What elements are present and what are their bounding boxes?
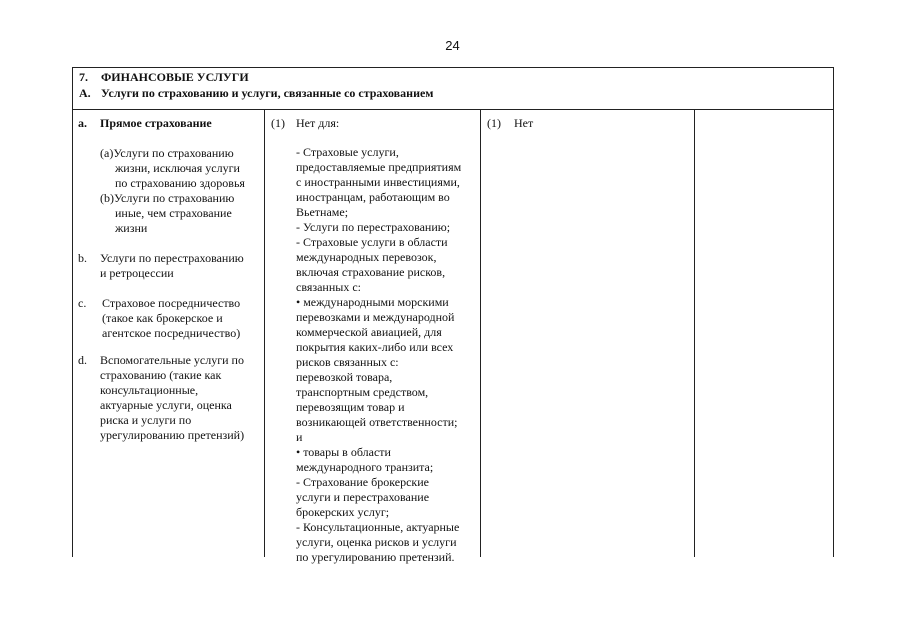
market-access-line: услуги, оценка рисков и услуги xyxy=(296,535,457,549)
market-access-line: брокерских услуг; xyxy=(296,505,390,519)
market-access-line: - Услуги по перестрахованию; xyxy=(296,220,451,234)
column-divider-1 xyxy=(264,109,265,557)
market-access-line: международных перевозок, xyxy=(296,250,437,264)
item-d-line: консультационные, xyxy=(100,383,199,397)
subsection-title: Услуги по страхованию и услуги, связанные со страхованием xyxy=(101,86,434,100)
item-a-title: Прямое страхование xyxy=(100,116,212,130)
item-a-line: жизни xyxy=(115,221,148,235)
market-access-line: - Страхование брокерские xyxy=(296,475,429,489)
national-treatment-number: (1) xyxy=(487,116,501,130)
market-access-line: коммерческой авиацией, для xyxy=(296,325,442,339)
item-b-letter: b. xyxy=(78,251,87,265)
market-access-line: возникающей ответственности; xyxy=(296,415,458,429)
item-a-line: (a)Услуги по страхованию xyxy=(100,146,234,160)
market-access-line: - Страховые услуги в области xyxy=(296,235,448,249)
market-access-line: перевозящим товар и xyxy=(296,400,405,414)
table-top-border xyxy=(72,67,833,68)
market-access-line: и xyxy=(296,430,303,444)
item-d-line: актуарные услуги, оценка xyxy=(100,398,232,412)
page-number: 24 xyxy=(445,38,460,53)
item-a-line: жизни, исключая услуги xyxy=(115,161,240,175)
subsection-letter: A. xyxy=(79,86,91,100)
item-a-letter: a. xyxy=(78,116,87,130)
item-c-letter: c. xyxy=(78,296,87,310)
item-d-letter: d. xyxy=(78,353,87,367)
item-a-line: (b)Услуги по страхованию xyxy=(100,191,235,205)
item-c-line: (такое как брокерское и xyxy=(102,311,223,325)
market-access-line: Вьетнаме; xyxy=(296,205,349,219)
market-access-line: - Страховые услуги, xyxy=(296,145,399,159)
item-b-line: и ретроцессии xyxy=(100,266,174,280)
market-access-line: с иностранными инвестициями, xyxy=(296,175,460,189)
market-access-line: рисков связанных с: xyxy=(296,355,399,369)
table-right-border xyxy=(833,67,834,557)
item-a-line: иные, чем страхование xyxy=(115,206,232,220)
item-a-line: по страхованию здоровья xyxy=(115,176,245,190)
market-access-line: иностранцам, работающим во xyxy=(296,190,450,204)
item-d-line: урегулированию претензий) xyxy=(100,428,245,442)
section-number: 7. xyxy=(79,70,88,84)
national-treatment-text: Нет xyxy=(514,116,534,130)
market-access-line: перевозками и международной xyxy=(296,310,455,324)
item-c-line: Страховое посредничество xyxy=(102,296,241,310)
market-access-heading: Нет для: xyxy=(296,116,340,130)
market-access-line: связанных с: xyxy=(296,280,361,294)
market-access-line: по урегулированию претензий. xyxy=(296,550,455,564)
item-b-line: Услуги по перестрахованию xyxy=(100,251,244,265)
market-access-line: транспортным средством, xyxy=(296,385,429,399)
market-access-line: международного транзита; xyxy=(296,460,434,474)
market-access-line: включая страхование рисков, xyxy=(296,265,446,279)
additional-commitments-column xyxy=(695,110,833,557)
market-access-line: - Консультационные, актуарные xyxy=(296,520,460,534)
item-d-line: страхованию (такие как xyxy=(100,368,222,382)
item-d-line: Вспомогательные услуги по xyxy=(100,353,244,367)
column-divider-2 xyxy=(480,109,481,557)
market-access-line: покрытия каких-либо или всех xyxy=(296,340,454,354)
market-access-line: предоставляемые предприятиям xyxy=(296,160,462,174)
item-c-line: агентское посредничество) xyxy=(102,326,241,340)
table-left-border xyxy=(72,67,73,557)
market-access-line: • товары в области xyxy=(296,445,391,459)
item-d-line: риска и услуги по xyxy=(100,413,192,427)
market-access-line: перевозкой товара, xyxy=(296,370,393,384)
market-access-line: услуги и перестрахование xyxy=(296,490,430,504)
section-title: ФИНАНСОВЫЕ УСЛУГИ xyxy=(101,70,249,84)
market-access-number: (1) xyxy=(271,116,285,130)
market-access-line: • международными морскими xyxy=(296,295,449,309)
